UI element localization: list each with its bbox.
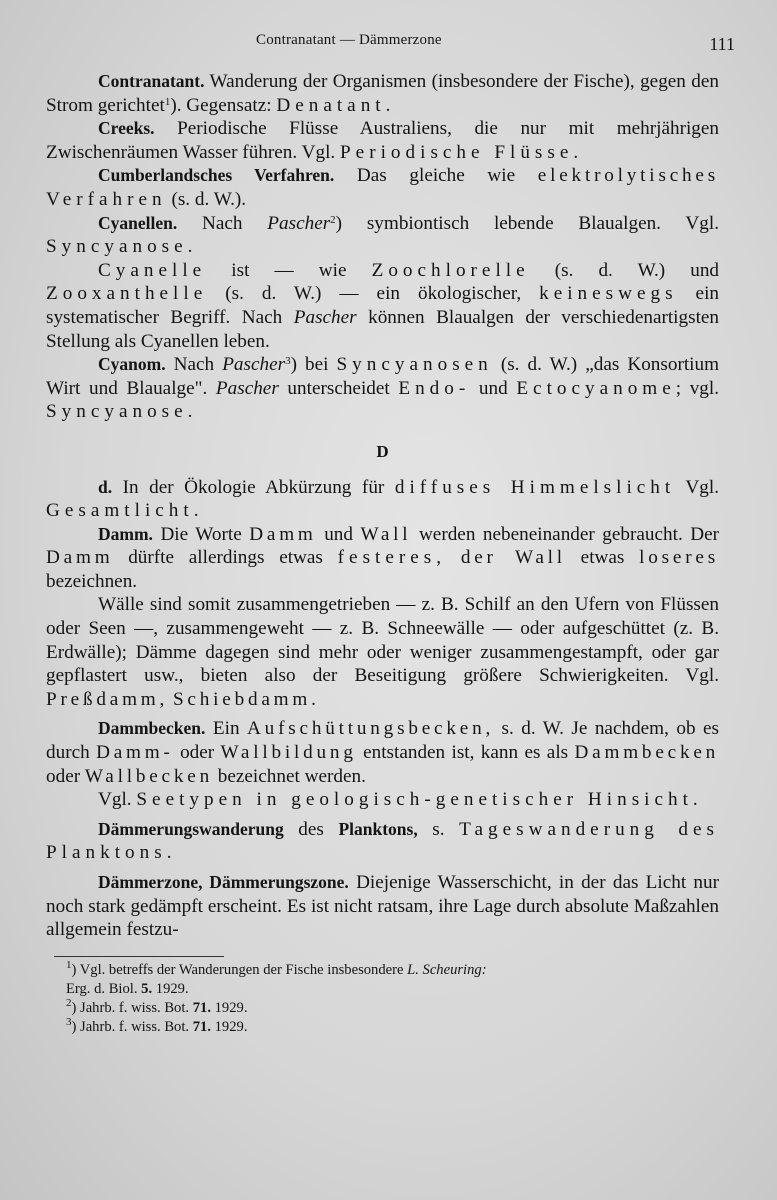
entry-text: s. bbox=[432, 818, 445, 840]
footnote-number: 2 bbox=[66, 996, 72, 1009]
cross-reference: Aufschüttungsbecken, bbox=[247, 718, 495, 740]
emphasis: festeres, bbox=[337, 547, 447, 569]
entry-text: oder bbox=[180, 742, 215, 764]
author-name: Pascher bbox=[222, 354, 286, 376]
cross-reference: Syncyanose. bbox=[46, 401, 198, 423]
emphasis: Damm bbox=[46, 547, 114, 569]
entry-text: und bbox=[324, 523, 353, 545]
entry-text: Wälle sind somit zusammengetrieben — z. B. Schilf an den Ufern von Flüssen oder Seen —, zusammengeweht — z. B. Schneewälle — oder aufgeschüttet (z. B. Erdwälle); Dämme dagegen sind mehr oder weniger zusammengestampft, oder gar gepflastert usw., bieten also der Beseitigung größere Schwierigkeiten. Vgl. bbox=[46, 594, 719, 687]
entry-text: (s. d. W.) und bbox=[554, 259, 720, 281]
footnote bbox=[46, 996, 719, 1018]
cross-reference: Syncyanose. bbox=[46, 236, 198, 258]
entry-term: Cyanom. bbox=[98, 354, 166, 375]
volume-number: 71. bbox=[192, 1018, 211, 1035]
author-name: L. Scheuring: bbox=[407, 961, 487, 978]
cross-reference: Zooxanthelle bbox=[46, 283, 208, 305]
entry-text: Wanderung der Organismen (insbesondere der Fische), gegen den Strom gerichtet bbox=[46, 71, 719, 116]
entry-text: des bbox=[298, 818, 324, 840]
entry-text: (s. d. W.). bbox=[171, 188, 247, 210]
entry-text: bezeichnet werden. bbox=[217, 765, 366, 787]
footnote-text: ) Vgl. betreffs der Wanderungen der Fische insbesondere bbox=[71, 961, 404, 978]
cross-reference: Syncyanosen bbox=[336, 354, 493, 376]
entry-text: s. d. W. Je nachdem, ob es durch bbox=[46, 718, 719, 764]
cross-reference: diffuses Himmelslicht bbox=[394, 476, 676, 498]
entry-cyanom bbox=[46, 353, 719, 424]
entry-text: ) bei bbox=[290, 354, 329, 376]
emphasis: Wall bbox=[360, 523, 412, 545]
entry-text: entstanden ist, kann es als bbox=[363, 742, 569, 764]
footnote bbox=[46, 1015, 719, 1037]
entry-text: (s. d. W.) „das Konsortium Wirt und Blaualge". bbox=[46, 354, 720, 399]
cross-reference: elektrolytisches bbox=[537, 165, 719, 187]
author-name: Pascher bbox=[215, 377, 279, 399]
entry-text: Das gleiche wie bbox=[356, 165, 516, 187]
entry-text: Periodische Flüsse Australiens, die nur mit mehrjährigen Zwischenräumen Wasser führen. Vgl. bbox=[46, 118, 720, 163]
footnote-rule bbox=[54, 956, 224, 957]
emphasis: keineswegs bbox=[539, 283, 678, 305]
entry-term: Creeks. bbox=[98, 118, 155, 139]
footnote-marker: 3 bbox=[285, 355, 291, 368]
dictionary-body bbox=[46, 70, 719, 942]
footnote-text: Erg. d. Biol. bbox=[66, 980, 138, 997]
volume-number: 5. bbox=[141, 980, 153, 997]
entry-text: werden nebeneinander gebraucht. Der bbox=[418, 523, 720, 545]
entry-d bbox=[46, 476, 719, 523]
cross-reference: Cyanelle bbox=[98, 259, 207, 281]
entry-text: In der Ökologie Abkürzung für bbox=[122, 476, 385, 498]
footnote-text: ) Jahrb. f. wiss. Bot. bbox=[71, 1018, 190, 1035]
footnote-year: 1929. bbox=[155, 980, 189, 997]
page-number: 111 bbox=[709, 34, 735, 54]
entry-text: Ein bbox=[212, 718, 240, 740]
entry-text: unterscheidet bbox=[287, 377, 390, 399]
cross-reference: Denatant. bbox=[276, 94, 396, 116]
entry-term: d. bbox=[98, 476, 113, 497]
emphasis: Wallbecken bbox=[84, 765, 213, 787]
entry-text: (s. d. W.) — ein ökologischer, bbox=[225, 283, 522, 305]
entry-term: Dämmerzone, Dämmerungszone. bbox=[98, 872, 349, 892]
emphasis: der Wall bbox=[460, 547, 566, 569]
author-name: Pascher bbox=[267, 212, 331, 234]
footnote-year: 1929. bbox=[214, 1018, 248, 1035]
footnote-number: 1 bbox=[66, 958, 72, 971]
entry-term: Cyanellen. bbox=[98, 212, 178, 233]
entry-term: Dammbecken. bbox=[98, 718, 206, 739]
emphasis: loseres bbox=[639, 547, 720, 569]
entry-daemmerungswanderung bbox=[46, 818, 719, 865]
entry-cyanellen-paragraph bbox=[46, 259, 719, 353]
entry-text: ein systematischer Begriff. Nach bbox=[46, 283, 719, 328]
entry-text: Die Worte bbox=[160, 523, 242, 545]
entry-text: Diejenige Wasserschicht, in der das Licht nur noch stark gedämpft erscheint. Es ist nicht ratsam, ihre Lage durch absolute Maßzahlen allgemein festzu- bbox=[46, 872, 720, 941]
cross-reference: Periodische Flüsse. bbox=[340, 141, 584, 163]
section-letter-heading: D bbox=[376, 441, 389, 461]
entry-cumberland bbox=[46, 164, 719, 211]
volume-number: 71. bbox=[192, 999, 211, 1016]
page-header bbox=[46, 30, 735, 70]
footnote-marker: 1 bbox=[164, 95, 171, 108]
entry-cyanellen bbox=[46, 212, 719, 259]
entry-text: oder bbox=[46, 765, 81, 787]
entry-dammbecken-paragraph bbox=[46, 788, 719, 812]
cross-reference: Endo- bbox=[398, 377, 471, 399]
cross-reference: Preßdamm, bbox=[46, 688, 169, 710]
footnote-marker: 2 bbox=[330, 213, 336, 226]
footnotes bbox=[46, 958, 719, 1037]
entry-text: Nach bbox=[202, 212, 243, 234]
cross-reference: Seetypen in geologisch-genetischer Hinsicht. bbox=[136, 789, 703, 811]
cross-reference: Tageswanderung des Planktons. bbox=[46, 818, 720, 864]
entry-term: Dämmerungswanderung bbox=[98, 818, 284, 839]
entry-text: Nach bbox=[173, 354, 215, 376]
cross-reference: Schiebdamm. bbox=[172, 688, 320, 710]
footnote-text: ) Jahrb. f. wiss. Bot. bbox=[71, 999, 190, 1016]
entry-text: ist — wie bbox=[231, 259, 347, 281]
entry-text: ) symbiontisch lebende Blaualgen. Vgl. bbox=[335, 212, 719, 234]
entry-daemmerzone bbox=[46, 871, 719, 942]
entry-term: Contranatant. bbox=[98, 71, 205, 91]
cross-reference: Verfahren bbox=[46, 188, 167, 210]
entry-text: Vgl. bbox=[98, 789, 132, 811]
entry-dammbecken bbox=[46, 717, 719, 788]
entry-text: Vgl. bbox=[685, 476, 719, 498]
author-name: Pascher bbox=[293, 306, 357, 328]
cross-reference: Gesamtlicht. bbox=[46, 500, 204, 522]
entry-contranatant bbox=[46, 70, 719, 117]
entry-text: ). Gegensatz: bbox=[170, 94, 272, 116]
entry-term: Cumberlandsches Verfahren. bbox=[98, 165, 335, 186]
emphasis: Dammbecken bbox=[574, 742, 720, 764]
entry-text: bezeichnen. bbox=[46, 570, 138, 592]
emphasis: Wallbildung bbox=[220, 742, 357, 764]
entry-creeks bbox=[46, 117, 719, 164]
entry-damm-paragraph bbox=[46, 593, 719, 711]
entry-text: ; vgl. bbox=[675, 377, 720, 399]
entry-term: Planktons, bbox=[338, 818, 418, 839]
footnote bbox=[46, 958, 719, 999]
entry-text: dürfte allerdings etwas bbox=[128, 547, 323, 569]
entry-text: und bbox=[478, 377, 508, 399]
cross-reference: Zoochlorelle bbox=[371, 259, 530, 281]
cross-reference: Ectocyanome bbox=[516, 377, 676, 399]
emphasis: Damm bbox=[249, 523, 317, 545]
entry-text: können Blaualgen der verschiedenartigsten Stellung als Cyanellen leben. bbox=[46, 306, 720, 352]
running-title: Contranatant — Dämmerzone bbox=[256, 32, 442, 48]
footnote-year: 1929. bbox=[214, 999, 248, 1016]
footnote-number: 3 bbox=[66, 1015, 72, 1028]
emphasis: Damm- bbox=[96, 742, 174, 764]
entry-term: Damm. bbox=[98, 523, 153, 544]
entry-text: etwas bbox=[580, 547, 625, 569]
entry-damm bbox=[46, 523, 719, 594]
